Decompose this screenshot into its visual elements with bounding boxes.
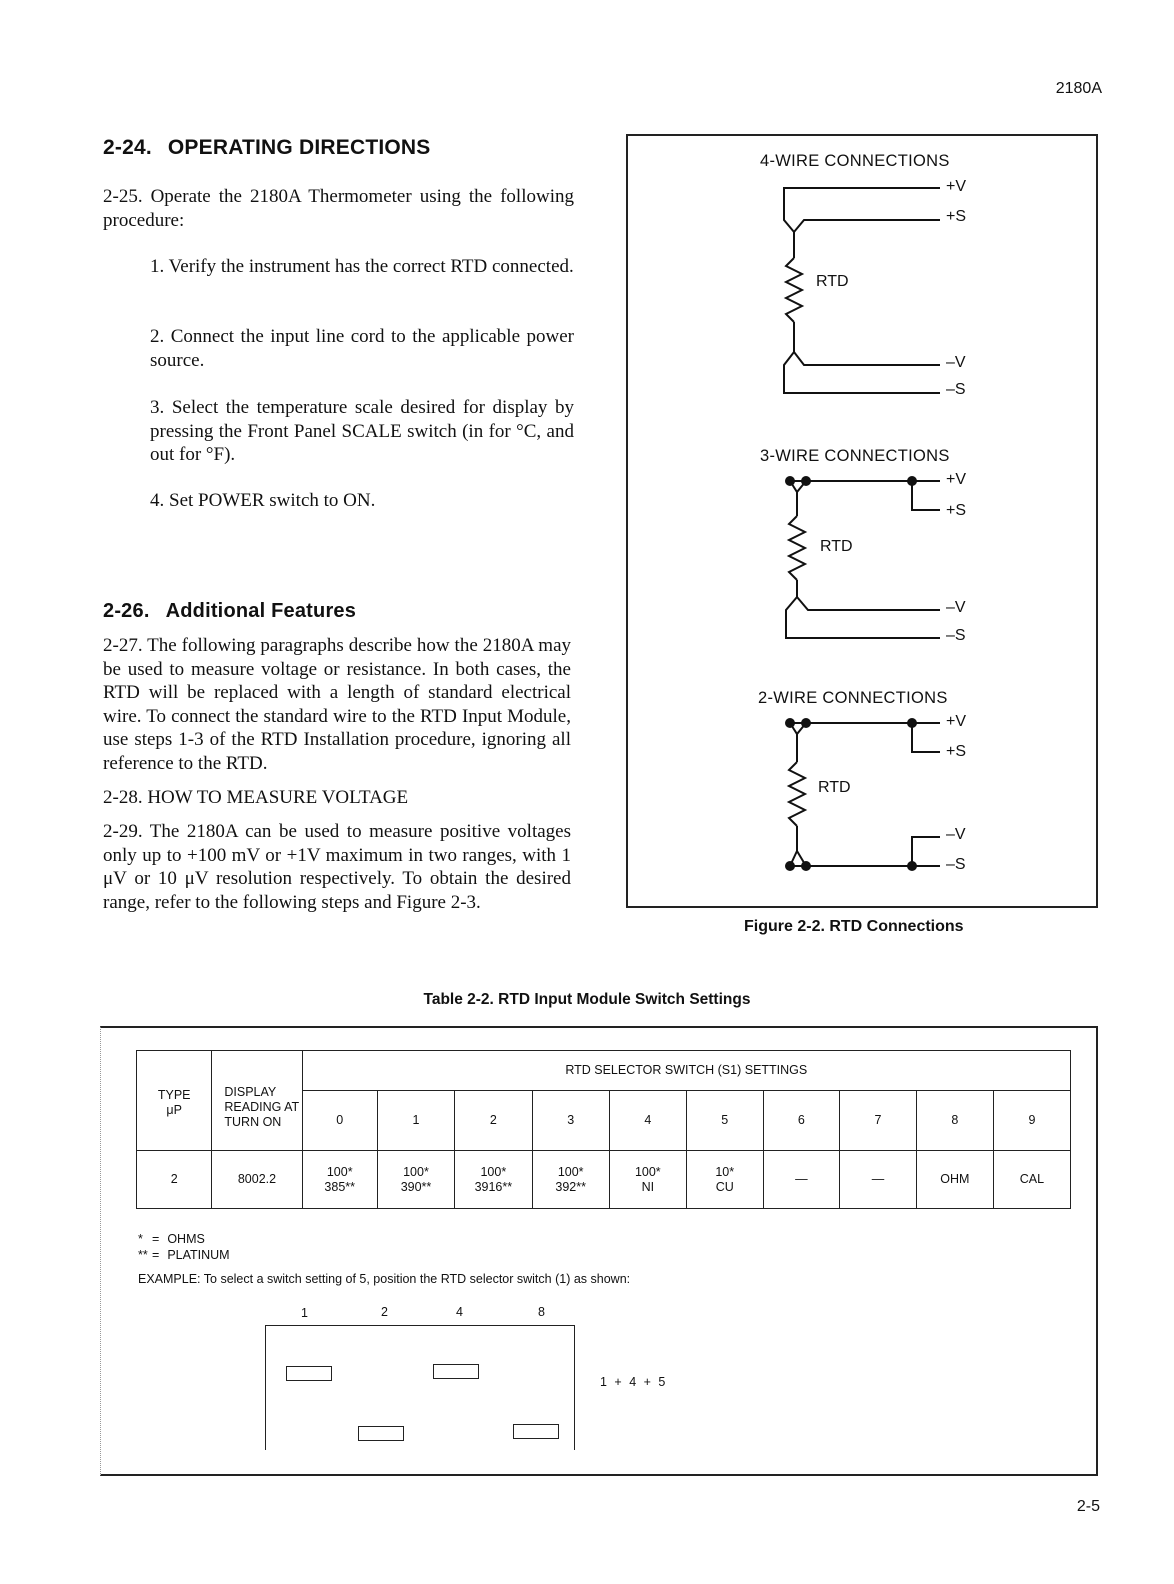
terminal-label: +S <box>946 743 967 760</box>
four-wire-schematic <box>784 188 940 393</box>
panel-title-3-wire: 3-WIRE CONNECTIONS <box>760 447 950 465</box>
switch-label: 4 <box>456 1305 463 1319</box>
switch-label: 8 <box>538 1305 545 1319</box>
terminal-label: –V <box>946 354 966 371</box>
three-wire-schematic <box>786 481 940 638</box>
terminal-label: –S <box>946 856 966 873</box>
header-type-sub: μP <box>166 1102 182 1117</box>
header-setting: 9 <box>993 1091 1070 1151</box>
header-type <box>137 1051 212 1151</box>
cell-value: 100* <box>326 1164 353 1179</box>
terminal-label: –S <box>946 381 966 398</box>
legend-symbol: ** <box>138 1248 148 1262</box>
section-number: 2-26. <box>103 600 150 622</box>
switch-position-2-down <box>358 1426 404 1441</box>
rtd-label: RTD <box>820 538 853 555</box>
header-setting: 3 <box>532 1091 609 1151</box>
cell-setting-8: OHM <box>916 1151 993 1209</box>
terminal-label: –V <box>946 599 966 616</box>
section-title: OPERATING DIRECTIONS <box>167 136 431 159</box>
switch-settings-table <box>136 1050 1071 1209</box>
header-setting: 5 <box>686 1091 763 1151</box>
header-type-label: TYPE <box>157 1087 191 1102</box>
switch-label: 1 <box>301 1306 308 1320</box>
procedure-step-3: 3. Select the temperature scale desired for display by pressing the Front Panel SCALE switch (in for °C, and out for °F). <box>150 397 574 465</box>
cell-subvalue: 3916** <box>474 1179 513 1194</box>
terminal-label: +V <box>946 471 967 488</box>
terminal-label: +V <box>946 713 967 730</box>
procedure-step-1: 1. Verify the instrument has the correct RTD connected. <box>150 256 574 277</box>
rtd-wiring-diagrams <box>626 134 1098 908</box>
header-setting: 7 <box>840 1091 917 1151</box>
terminal-label: +S <box>946 502 967 519</box>
legend-meaning: PLATINUM <box>167 1248 230 1262</box>
cell-value: 100* <box>480 1164 507 1179</box>
section-number: 2-24. <box>103 136 152 159</box>
header-setting: 6 <box>763 1091 840 1151</box>
cell-subvalue: NI <box>641 1179 655 1194</box>
switch-sum: 1 + 4 + 5 <box>600 1375 668 1389</box>
paragraph-2-29: 2-29. The 2180A can be used to measure positive voltages only up to +100 mV or +1V maximum in two ranges, with 1 μV or 10 μV resolution respectively. To obtain the desired range, refer to the following steps and Figure 2-3. <box>103 821 571 913</box>
switch-position-1-up <box>286 1366 332 1381</box>
cell-subvalue: 385** <box>324 1179 356 1194</box>
panel-title-2-wire: 2-WIRE CONNECTIONS <box>758 689 948 707</box>
legend-meaning: OHMS <box>167 1232 205 1246</box>
switch-position-8-down <box>513 1424 559 1439</box>
model-header: 2180A <box>1055 80 1102 97</box>
example-text: EXAMPLE: To select a switch setting of 5, position the RTD selector switch (1) as shown: <box>138 1272 631 1286</box>
cell-setting-2 <box>455 1151 532 1209</box>
cell-subvalue: CU <box>715 1179 734 1194</box>
section-heading-2-26 <box>103 600 356 623</box>
heading-2-28: 2-28. HOW TO MEASURE VOLTAGE <box>103 787 409 808</box>
legend-symbol: * <box>138 1232 143 1246</box>
header-setting: 2 <box>455 1091 532 1151</box>
cell-type: 2 <box>137 1151 212 1209</box>
procedure-step-4: 4. Set POWER switch to ON. <box>150 490 376 511</box>
cell-display: 8002.2 <box>212 1151 302 1209</box>
panel-title-4-wire: 4-WIRE CONNECTIONS <box>760 152 950 170</box>
page-number: 2-5 <box>1076 1498 1100 1515</box>
header-setting: 4 <box>609 1091 686 1151</box>
terminal-label: –S <box>946 627 966 644</box>
cell-value: 100* <box>557 1164 584 1179</box>
cell-subvalue: 390** <box>400 1179 432 1194</box>
header-setting: 0 <box>302 1091 377 1151</box>
cell-value: 100* <box>403 1164 429 1179</box>
table-caption: Table 2-2. RTD Input Module Switch Settings <box>423 991 751 1008</box>
paragraph-2-25: 2-25. Operate the 2180A Thermometer using the following procedure: <box>103 186 574 231</box>
switch-position-4-up <box>433 1364 479 1379</box>
cell-setting-0 <box>302 1151 377 1209</box>
cell-subvalue: 392** <box>555 1179 586 1194</box>
cell-setting-4 <box>609 1151 686 1209</box>
header-group: RTD SELECTOR SWITCH (S1) SETTINGS <box>302 1051 1070 1091</box>
figure-caption: Figure 2-2. RTD Connections <box>744 918 964 935</box>
terminal-label: +S <box>946 208 967 225</box>
cell-setting-6: — <box>763 1151 840 1209</box>
cell-setting-5 <box>686 1151 763 1209</box>
table-row <box>137 1151 1071 1209</box>
two-wire-schematic <box>789 723 940 866</box>
section-title: Additional Features <box>165 600 357 622</box>
cell-setting-7: — <box>840 1151 917 1209</box>
rtd-label: RTD <box>818 779 851 796</box>
legend-platinum: ** = PLATINUM <box>138 1248 230 1262</box>
terminal-label: +V <box>946 178 967 195</box>
terminal-label: –V <box>946 826 966 843</box>
cell-setting-9: CAL <box>993 1151 1070 1209</box>
cell-value: 10* <box>715 1164 735 1179</box>
legend-ohms: * = OHMS <box>138 1232 205 1246</box>
section-heading-2-24 <box>103 136 431 160</box>
header-display: DISPLAY READING AT TURN ON <box>212 1051 302 1151</box>
header-setting: 8 <box>916 1091 993 1151</box>
switch-label: 2 <box>381 1305 388 1319</box>
cell-value: 100* <box>634 1164 661 1179</box>
cell-setting-1 <box>377 1151 454 1209</box>
paragraph-2-27: 2-27. The following paragraphs describe how the 2180A may be used to measure voltage or resistance. In both cases, the RTD will be replaced with a length of standard electrical wire. To connect the standard wire to the RTD Input Module, use steps 1-3 of the RTD Installation procedure, ignoring all reference to the RTD. <box>103 635 571 774</box>
rtd-label: RTD <box>816 273 849 290</box>
header-setting: 1 <box>377 1091 454 1151</box>
procedure-step-2: 2. Connect the input line cord to the applicable power source. <box>150 326 574 371</box>
cell-setting-3 <box>532 1151 609 1209</box>
